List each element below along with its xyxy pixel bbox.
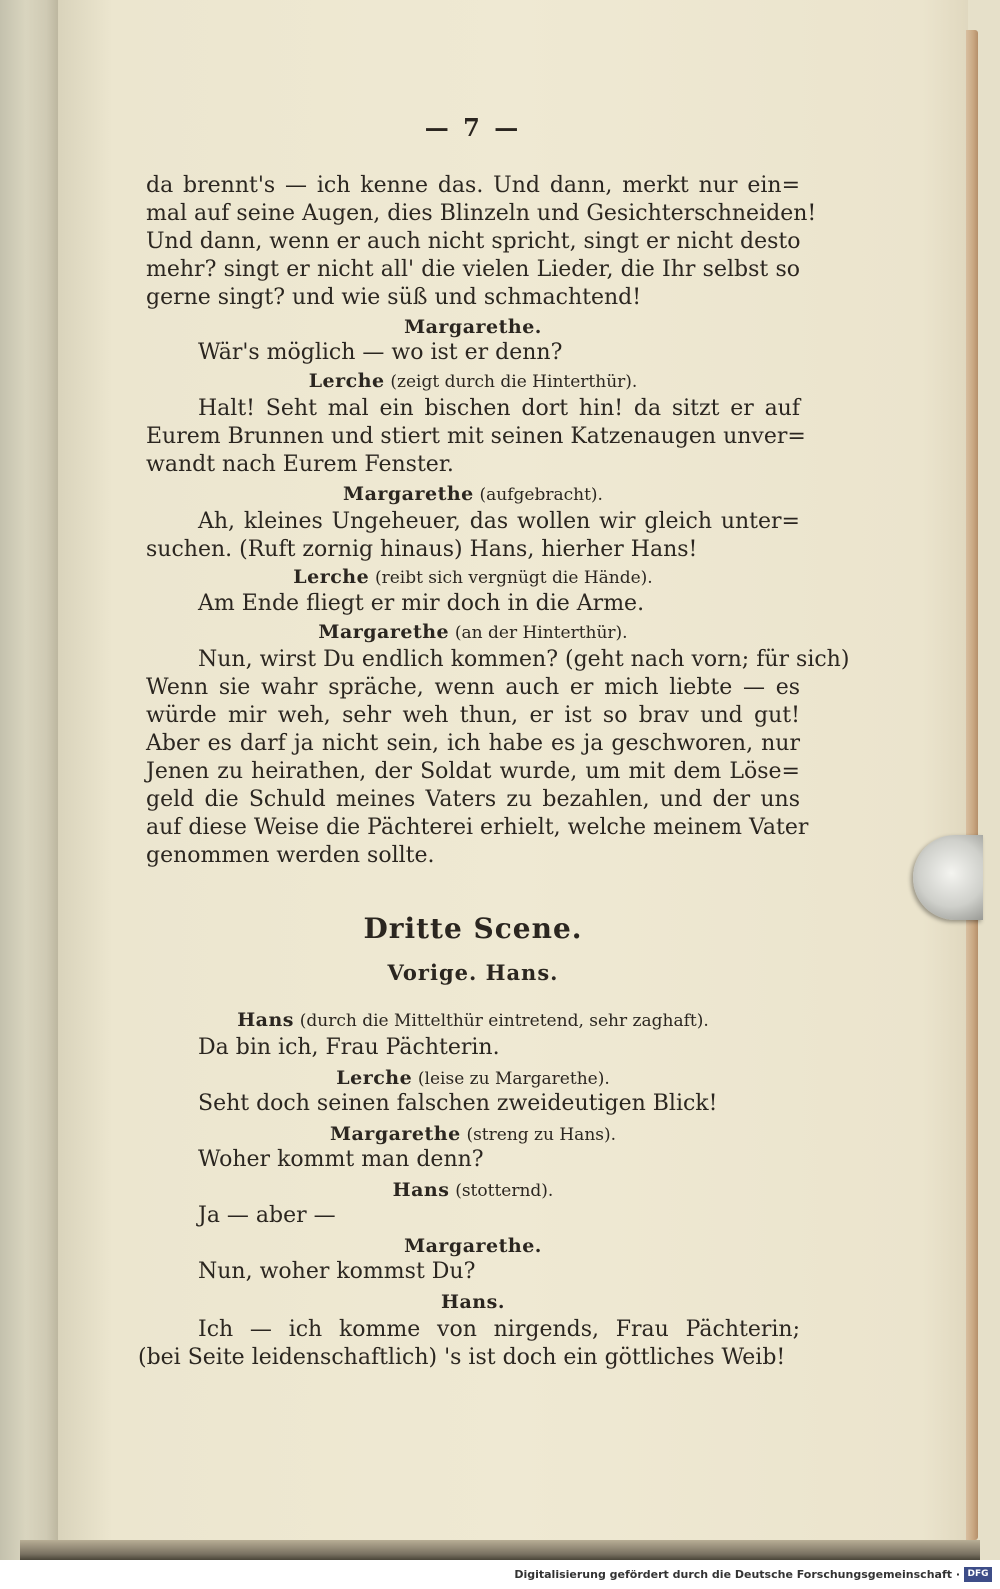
- speaker-cue: [146, 1290, 800, 1315]
- speech-line: Ja — aber —: [198, 1203, 336, 1228]
- stage-direction: (streng zu Hans).: [466, 1125, 617, 1145]
- page-number: — 7 —: [424, 113, 522, 142]
- speech-line: Wenn sie wahr spräche, wenn auch er mich liebte — es: [146, 675, 800, 700]
- speech-line: Jenen zu heirathen, der Soldat wurde, um mit dem Löse=: [146, 759, 800, 784]
- speaker-name: Hans.: [441, 1291, 505, 1313]
- speech-line: wandt nach Eurem Fenster.: [146, 452, 454, 477]
- speech-line: Seht doch seinen falschen zweideutigen Blick!: [198, 1091, 718, 1116]
- text-line: Und dann, wenn er auch nicht spricht, singt er nicht desto: [146, 229, 801, 254]
- scene-persons: Vorige. Hans.: [387, 960, 559, 985]
- speech-line: Ich — ich komme von nirgends, Frau Pächterin;: [198, 1317, 800, 1342]
- speech-line: Nun, woher kommst Du?: [198, 1259, 476, 1284]
- text-line: da brennt's — ich kenne das. Und dann, merkt nur ein=: [146, 173, 800, 198]
- dfg-logo: DFG: [964, 1567, 992, 1582]
- speech-line: Nun, wirst Du endlich kommen? (geht nach vorn; für sich): [198, 647, 850, 672]
- stage-direction: (stotternd).: [455, 1181, 554, 1201]
- speaker-name: Margarethe: [343, 483, 474, 505]
- speech-line: Da bin ich, Frau Pächterin.: [198, 1035, 500, 1060]
- speaker-name: Margarethe: [329, 1123, 461, 1145]
- text-line: mal auf seine Augen, dies Blinzeln und Gesichterschneiden!: [146, 201, 817, 226]
- speaker-name: Margarethe.: [404, 1235, 542, 1257]
- stage-direction: (reibt sich vergnügt die Hände).: [374, 568, 653, 588]
- speaker-name: Hans: [237, 1009, 295, 1031]
- speaker-name: Lerche: [308, 370, 385, 392]
- speaker-name: Lerche: [293, 566, 370, 588]
- speaker-cue: [146, 1178, 800, 1203]
- speech-line: Am Ende fliegt er mir doch in die Arme.: [198, 591, 645, 616]
- speech-line: Eurem Brunnen und stiert mit seinen Katzenaugen unver=: [146, 424, 806, 449]
- speaker-cue: [146, 1008, 800, 1033]
- scene-title: Dritte Scene.: [363, 912, 583, 945]
- speech-line: Aber es darf ja nicht sein, ich habe es ja geschworen, nur: [146, 731, 800, 756]
- speech-line: Woher kommt man denn?: [198, 1147, 484, 1172]
- speaker-name: Margarethe.: [404, 316, 542, 338]
- speaker-cue: [146, 482, 800, 507]
- stage-direction: (durch die Mittelthür eintretend, sehr zaghaft).: [299, 1011, 709, 1031]
- speech-line: Halt! Seht mal ein bischen dort hin! da sitzt er auf: [198, 396, 800, 421]
- stage-direction: (zeigt durch die Hinterthür).: [390, 372, 638, 392]
- speaker-cue: [146, 1122, 800, 1147]
- speaker-cue: [146, 1066, 800, 1091]
- speaker-cue: [146, 565, 800, 590]
- speaker-cue: [146, 369, 800, 394]
- speaker-name: Hans: [392, 1179, 450, 1201]
- stage-direction: (an der Hinterthür).: [454, 623, 628, 643]
- speech-line: Ah, kleines Ungeheuer, das wollen wir gleich unter=: [198, 509, 800, 534]
- speaker-cue: [146, 1234, 800, 1259]
- text-line: gerne singt? und wie süß und schmachtend!: [146, 285, 642, 310]
- speaker-cue: [146, 620, 800, 645]
- speech-line: Wär's möglich — wo ist er denn?: [198, 340, 563, 365]
- speech-line: auf diese Weise die Pächterei erhielt, welche meinem Vater: [146, 815, 809, 840]
- speech-line: würde mir weh, sehr weh thun, er ist so brav und gut!: [146, 703, 800, 728]
- speech-line: (bei Seite leidenschaftlich) 's ist doch ein göttliches Weib!: [138, 1345, 786, 1370]
- stage-direction: (leise zu Margarethe).: [417, 1069, 610, 1089]
- speaker-cue: [146, 315, 800, 340]
- speech-line: genommen werden sollte.: [146, 843, 435, 868]
- stage-direction: (aufgebracht).: [479, 485, 603, 505]
- speaker-name: Margarethe: [318, 621, 450, 643]
- footer-bar: [0, 1562, 1000, 1589]
- speech-line: suchen. (Ruft zornig hinaus) Hans, hierher Hans!: [146, 537, 698, 562]
- text-line: mehr? singt er nicht all' die vielen Lieder, die Ihr selbst so: [146, 257, 800, 282]
- speech-line: geld die Schuld meines Vaters zu bezahlen, und der uns: [146, 787, 800, 812]
- footer-credit: Digitalisierung gefördert durch die Deutsche Forschungsgemeinschaft ·: [514, 1568, 960, 1581]
- speaker-name: Lerche: [336, 1067, 413, 1089]
